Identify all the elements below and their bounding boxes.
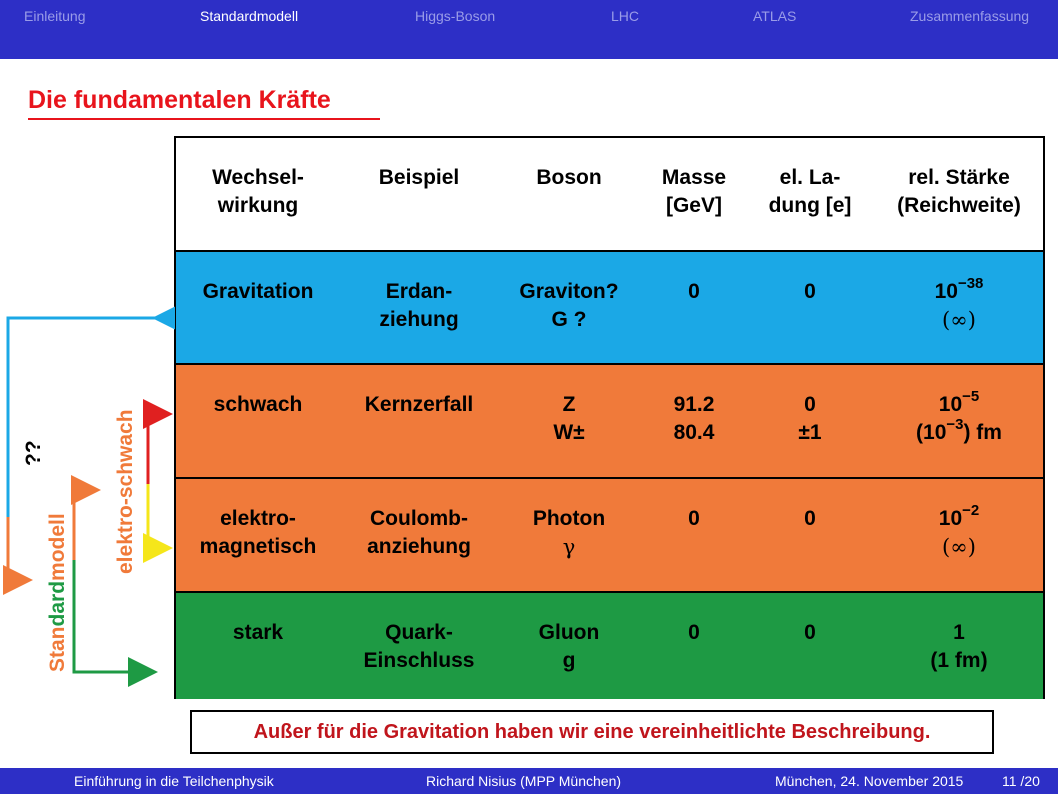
unification-question-label: ?? (22, 440, 45, 466)
nav-item-einleitung[interactable]: Einleitung (24, 8, 86, 24)
cell-strength: $10^{-2}$ (∞) (938, 502, 980, 559)
cell-mass: 0 (688, 507, 700, 530)
nav-item-higgs-boson[interactable]: Higgs-Boson (415, 8, 496, 24)
header-charge: el. La- dung [e] (768, 166, 852, 217)
header-interaction: Wechsel- wirkung (212, 166, 304, 217)
weak-arrow (148, 414, 170, 484)
cell-mass: 91.2 80.4 (673, 393, 715, 444)
strong-arrow (74, 560, 155, 672)
header-boson: Boson (536, 166, 602, 189)
outer-bracket-lower (8, 517, 30, 580)
cell-mass: 0 (688, 621, 700, 644)
cell-example: Quark- Einschluss (363, 621, 475, 672)
table-row-schwach (176, 363, 1043, 477)
cell-strength: 1 (1 fm) (930, 621, 988, 672)
cell-example: Coulomb- anziehung (367, 507, 471, 558)
cell-strength: $10^{-5}$ $(10^{-3})$ fm (916, 388, 1002, 444)
slide-title: Die fundamentalen Kräfte (28, 86, 331, 114)
table-header-row (176, 138, 1043, 250)
cell-interaction: elektro- magnetisch (199, 507, 317, 558)
header-example: Beispiel (378, 166, 460, 189)
cell-boson: Z W± (553, 393, 585, 444)
header-strength: rel. Stärke (Reichweite) (897, 166, 1021, 217)
nav-item-lhc[interactable]: LHC (611, 8, 640, 24)
grouping-arrows (0, 0, 175, 700)
table-row-elektromagnetisch (176, 477, 1043, 591)
header-mass: Masse [GeV] (661, 166, 727, 217)
footer-page-number: 11 /20 (1002, 773, 1040, 789)
cell-charge: 0 (804, 507, 816, 530)
nav-item-zusammenfassung[interactable]: Zusammenfassung (910, 8, 1030, 24)
unification-note: Außer für die Gravitation haben wir eine vereinheitlichte Beschreibung. (190, 710, 994, 754)
cell-example: Kernzerfall (364, 393, 474, 416)
cell-example: Erdan- ziehung (379, 280, 459, 331)
footer-date: München, 24. November 2015 (775, 773, 964, 789)
cell-interaction: schwach (213, 393, 303, 416)
cell-boson: Gluon g (538, 621, 600, 672)
cell-strength: $10^{-38}$ (∞) (934, 275, 984, 332)
cell-charge: 0 ±1 (798, 393, 822, 444)
forces-table (174, 136, 1045, 699)
table-row-stark (176, 591, 1043, 699)
standardmodell-label: Standardmodell (46, 513, 69, 672)
em-arrow (148, 484, 170, 548)
cell-charge: 0 (804, 621, 816, 644)
nav-item-standardmodell[interactable]: Standardmodell (200, 8, 299, 24)
cell-boson: Graviton? G ? (519, 280, 619, 331)
nav-item-atlas[interactable]: ATLAS (753, 8, 797, 24)
cell-boson: Photon γ (532, 507, 606, 559)
cell-charge: 0 (804, 280, 816, 303)
footer-author: Richard Nisius (MPP München) (426, 773, 622, 789)
cell-interaction: Gravitation (202, 280, 314, 303)
cell-interaction: stark (232, 621, 284, 644)
footer-bar (0, 768, 1058, 794)
standardmodel-arrow-top (74, 490, 98, 660)
footer-course: Einführung in die Teilchenphysik (74, 773, 274, 789)
table-row-gravitation (176, 250, 1043, 363)
elektroschwach-label: elektro-schwach (114, 409, 137, 574)
cell-mass: 0 (688, 280, 700, 303)
